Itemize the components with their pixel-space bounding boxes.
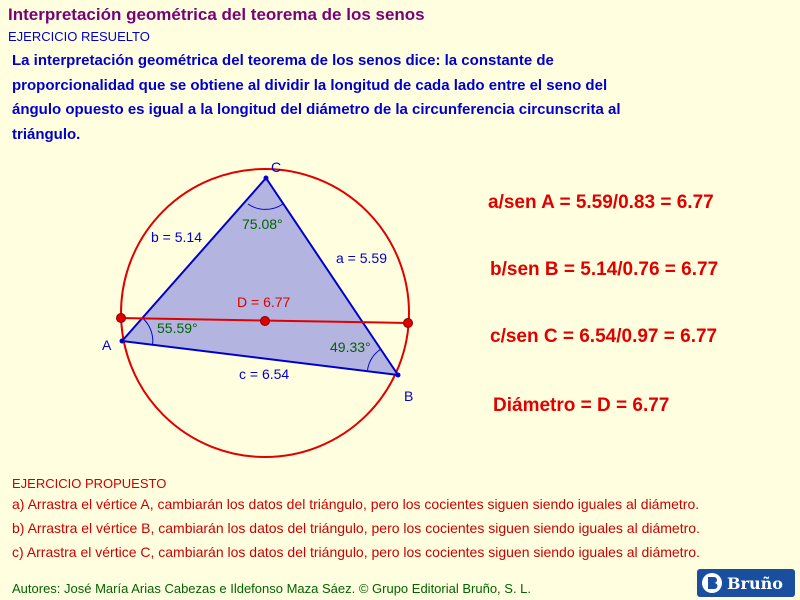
page-title: Interpretación geométrica del teorema de los senos: [8, 5, 425, 24]
diameter-endpoint-left[interactable]: [117, 314, 126, 323]
vertex-label-a: A: [102, 337, 112, 353]
diameter-label: D = 6.77: [237, 294, 291, 310]
diameter-result: Diámetro = D = 6.77: [493, 395, 670, 416]
section-heading-solved: EJERCICIO RESUELTO: [8, 29, 150, 44]
ratio-c-result: c/sen C = 6.54/0.97 = 6.77: [490, 326, 718, 347]
task-item-a: a) Arrastra el vértice A, cambiarán los datos del triángulo, pero los cocientes siguen siendo iguales al diámetro.: [12, 496, 700, 512]
ratio-b-result: b/sen B = 5.14/0.76 = 6.77: [490, 259, 719, 280]
intro-text: La interpretación geométrica del teorema de los senos dice: la constante de proporcionalidad que se obtiene al dividir la longitud de cada lado entre el seno del ángulo opuesto es igual a la longitud del diámetro de la circunferencia circunscrita al triángulo.: [12, 52, 621, 143]
publisher-logo: [697, 569, 795, 597]
vertex-a-handle[interactable]: [120, 339, 125, 344]
vertex-label-b: B: [404, 388, 414, 404]
circle-center-point[interactable]: [261, 317, 270, 326]
authors-footer: Autores: José María Arias Cabezas e Ildefonso Maza Sáez. © Grupo Editorial Bruño, S. L.: [12, 581, 532, 596]
angle-label-b: 49.33°: [330, 339, 371, 355]
task-item-b: b) Arrastra el vértice B, cambiarán los datos del triángulo, pero los cocientes siguen siendo iguales al diámetro.: [12, 520, 700, 536]
side-label-a: a = 5.59: [336, 250, 387, 266]
vertex-label-c: C: [271, 159, 282, 175]
side-label-b: b = 5.14: [151, 229, 202, 245]
side-label-c: c = 6.54: [239, 366, 290, 382]
task-item-c: c) Arrastra el vértice C, cambiarán los datos del triángulo, pero los cocientes siguen siendo iguales al diámetro.: [12, 544, 700, 560]
publisher-logo-text: Bruño: [727, 573, 783, 593]
vertex-c-handle[interactable]: [264, 176, 269, 181]
section-heading-proposed: EJERCICIO PROPUESTO: [12, 476, 167, 491]
publisher-logo-icon: [701, 572, 723, 594]
angle-label-a: 55.59°: [157, 320, 198, 336]
ratio-a-result: a/sen A = 5.59/0.83 = 6.77: [488, 192, 714, 213]
angle-label-c: 75.08°: [242, 216, 283, 232]
vertex-b-handle[interactable]: [396, 373, 401, 378]
diameter-endpoint-right[interactable]: [404, 319, 413, 328]
